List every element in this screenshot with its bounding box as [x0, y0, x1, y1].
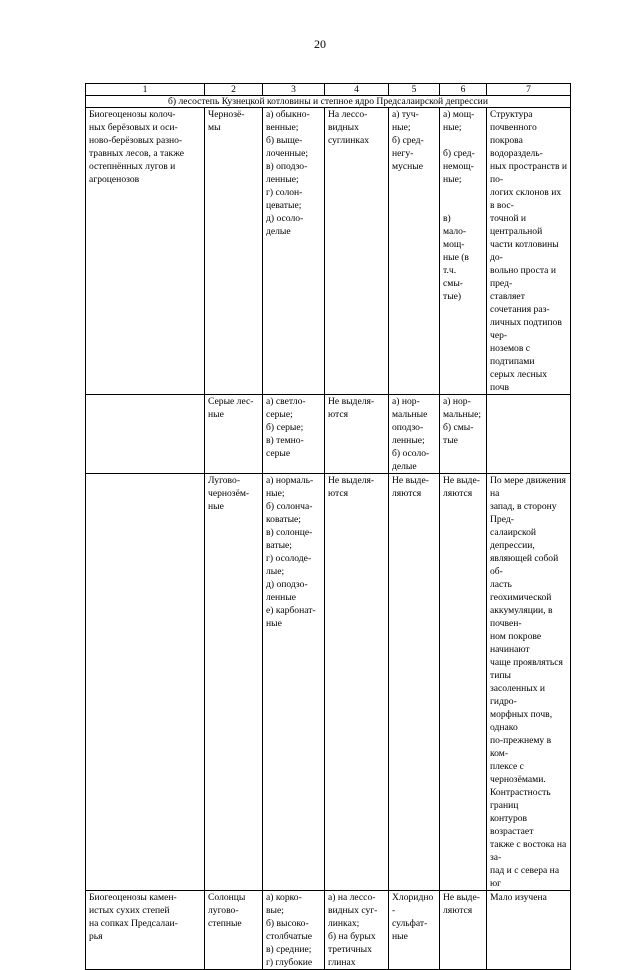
- table-cell: Биогеоценозы колоч- ных берёзовых и оси- ново-берёзовых разно- травных лесов, а также остепнённых лугов и агроценозов: [86, 108, 205, 395]
- table-cell: Мало изучена: [487, 891, 571, 970]
- soil-table: [85, 83, 571, 970]
- table-cell: а) нор- мальные оподзо- ленные; б) осоло- делые: [389, 395, 440, 474]
- table-cell: Не выде- ляются: [440, 474, 487, 891]
- table-header-row: [86, 84, 571, 96]
- header-cell-4: 4: [325, 84, 389, 96]
- table-cell: Структура почвенного покрова водораздель- ных пространств и по- логих склонов их в вос- точной и центральной части котловины до- вольно проста и пред- ставляет сочетания раз- личных подтипов чер- ноземов с подтипами серых лесных почв: [487, 108, 571, 395]
- header-cell-1: 1: [86, 84, 205, 96]
- table-cell: На лессо- видных суглинках: [325, 108, 389, 395]
- table-cell: а) на лессо- видных суг- линках; б) на бурых третичных глинах: [325, 891, 389, 970]
- table-row: [86, 395, 571, 474]
- table-row: [86, 474, 571, 891]
- table-cell: [487, 395, 571, 474]
- header-cell-2: 2: [205, 84, 263, 96]
- table-cell: Лугово- чернозём- ные: [205, 474, 263, 891]
- page-number: 20: [314, 37, 326, 51]
- table-cell: Хлоридно- сульфат- ные: [389, 891, 440, 970]
- table-cell: Не выделя- ются: [325, 395, 389, 474]
- table-cell: Биогеоценозы камен- истых сухих степей на сопках Предсалаи- рья: [86, 891, 205, 970]
- table-cell: Не выде- ляются: [389, 474, 440, 891]
- header-cell-5: 5: [389, 84, 440, 96]
- table-cell: а) туч- ные; б) сред- негу- мусные: [389, 108, 440, 395]
- table-row: [86, 891, 571, 970]
- table-cell: Солонцы лугово- степные: [205, 891, 263, 970]
- table-cell: Серые лес- ные: [205, 395, 263, 474]
- table-cell: Чернозё- мы: [205, 108, 263, 395]
- table-cell: [86, 395, 205, 474]
- header-cell-6: 6: [440, 84, 487, 96]
- section-title: б) лесостепь Кузнецкой котловины и степное ядро Предсалаирской депрессии: [86, 96, 571, 108]
- table-cell: а) светло- серые; б) серые; в) темно- серые: [263, 395, 325, 474]
- header-cell-7: 7: [487, 84, 571, 96]
- header-cell-3: 3: [263, 84, 325, 96]
- table-cell: а) корко- вые; б) высоко- столбчатые в) средние; г) глубокие: [263, 891, 325, 970]
- table-section-row: [86, 96, 571, 108]
- table-cell: По мере движения на запад, в сторону Пред- салаирской депрессии, являющей собой об- ласть геохимической аккумуляции, в почвен- ном покрове начинают чаще проявляться типы засоленных и гидро- морфных почв, однако по-прежнему в ком- плексе с чернозёмами. Контрастность границ контуров возрастает также с востока на за- пад и с севера на юг: [487, 474, 571, 891]
- table-cell: Не выделя- ются: [325, 474, 389, 891]
- table-cell: а) нор- мальные; б) смы- тые: [440, 395, 487, 474]
- table-cell: а) обыкно- венные; б) выще- лоченные; в) оподзо- ленные; г) солон- цеватые; д) осоло- делые: [263, 108, 325, 395]
- table-cell: а) нормаль- ные; б) солонча- коватые; в) солонце- ватые; г) осолоде- лые; д) оподзо- ленные е) карбонат- ные: [263, 474, 325, 891]
- table-cell: а) мощ- ные; б) сред- немощ- ные; в) мало- мощ- ные (в т.ч. смы- тые): [440, 108, 487, 395]
- table-row: [86, 108, 571, 395]
- table-cell: Не выде- ляются: [440, 891, 487, 970]
- table-cell: [86, 474, 205, 891]
